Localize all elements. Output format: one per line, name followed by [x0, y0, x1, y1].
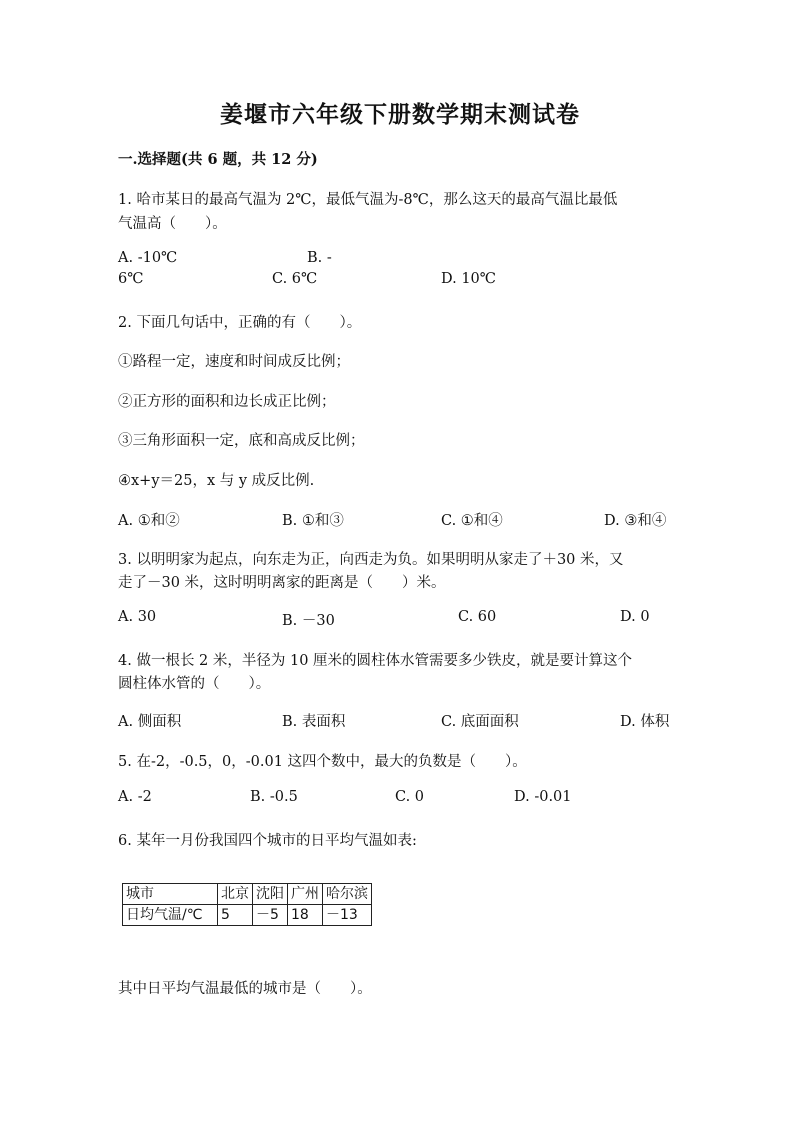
q4-stem-line1: 4. 做一根长 2 米，半径为 10 厘米的圆柱体水管需要多少铁皮，就是要计算这个 — [118, 653, 633, 669]
table-cell: 日均气温/℃ — [123, 905, 218, 926]
q6-stem: 6. 某年一月份我国四个城市的日平均气温如表: — [118, 833, 417, 849]
q5-stem: 5. 在-2，-0.5，0，-0.01 这四个数中，最大的负数是（ ）。 — [118, 754, 527, 770]
q4-option-d: D. 体积 — [620, 714, 670, 730]
q3-option-c: C. 60 — [458, 609, 497, 625]
q2-statement-4: ④x+y＝25，x 与 y 成反比例. — [118, 473, 315, 489]
q4-option-a: A. 侧面积 — [118, 714, 182, 730]
q3-option-a: A. 30 — [118, 609, 157, 625]
table-cell: 5 — [218, 905, 253, 926]
q3-stem-line2: 走了－30 米，这时明明离家的距离是（ ）米。 — [118, 575, 446, 591]
q2-statement-2: ②正方形的面积和边长成正比例； — [118, 394, 336, 410]
page-title: 姜堰市六年级下册数学期末测试卷 — [220, 101, 580, 128]
q5-option-c: C. 0 — [395, 789, 425, 805]
table-cell: 北京 — [218, 884, 253, 905]
table-cell: －5 — [253, 905, 288, 926]
q3-option-d: D. 0 — [620, 609, 650, 625]
table-cell: 广州 — [288, 884, 323, 905]
q5-option-a: A. -2 — [118, 789, 152, 805]
table-header-row — [123, 884, 372, 905]
q2-option-b: B. ①和③ — [282, 513, 344, 529]
q1-option-c: C. 6℃ — [272, 271, 318, 287]
q2-statement-3: ③三角形面积一定，底和高成反比例； — [118, 433, 365, 449]
q2-stem: 2. 下面几句话中，正确的有（ ）。 — [118, 315, 362, 331]
table-cell: 城市 — [123, 884, 218, 905]
temperature-table — [122, 883, 372, 926]
q2-option-c: C. ①和④ — [441, 513, 503, 529]
q5-option-d: D. -0.01 — [514, 789, 572, 805]
table-row — [123, 905, 372, 926]
q3-option-b: B. －30 — [282, 613, 335, 629]
table-cell: 哈尔滨 — [323, 884, 372, 905]
section-heading: 一.选择题(共 6 题，共 12 分) — [118, 151, 318, 168]
q1-option-a: A. -10℃ — [118, 250, 178, 266]
q4-stem-line2: 圆柱体水管的（ ）。 — [118, 676, 271, 692]
q4-option-c: C. 底面面积 — [441, 714, 519, 730]
q5-option-b: B. -0.5 — [250, 789, 298, 805]
q3-stem-line1: 3. 以明明家为起点，向东走为正，向西走为负。如果明明从家走了＋30 米，又 — [118, 552, 624, 568]
table-cell: 沈阳 — [253, 884, 288, 905]
q1-stem-line1: 1. 哈市某日的最高气温为 2℃，最低气温为-8℃，那么这天的最高气温比最低 — [118, 192, 618, 208]
q1-option-d: D. 10℃ — [441, 271, 496, 287]
q1-option-b-part2: 6℃ — [118, 271, 144, 287]
table-cell: －13 — [323, 905, 372, 926]
q2-option-a: A. ①和② — [118, 513, 180, 529]
q1-stem-line2: 气温高（ ）。 — [118, 216, 227, 232]
q1-option-b-part1: B. - — [307, 250, 332, 266]
table-cell: 18 — [288, 905, 323, 926]
q2-option-d: D. ③和④ — [604, 513, 667, 529]
q2-statement-1: ①路程一定，速度和时间成反比例； — [118, 354, 350, 370]
q6-question: 其中日平均气温最低的城市是（ ）。 — [118, 981, 372, 997]
q4-option-b: B. 表面积 — [282, 714, 346, 730]
